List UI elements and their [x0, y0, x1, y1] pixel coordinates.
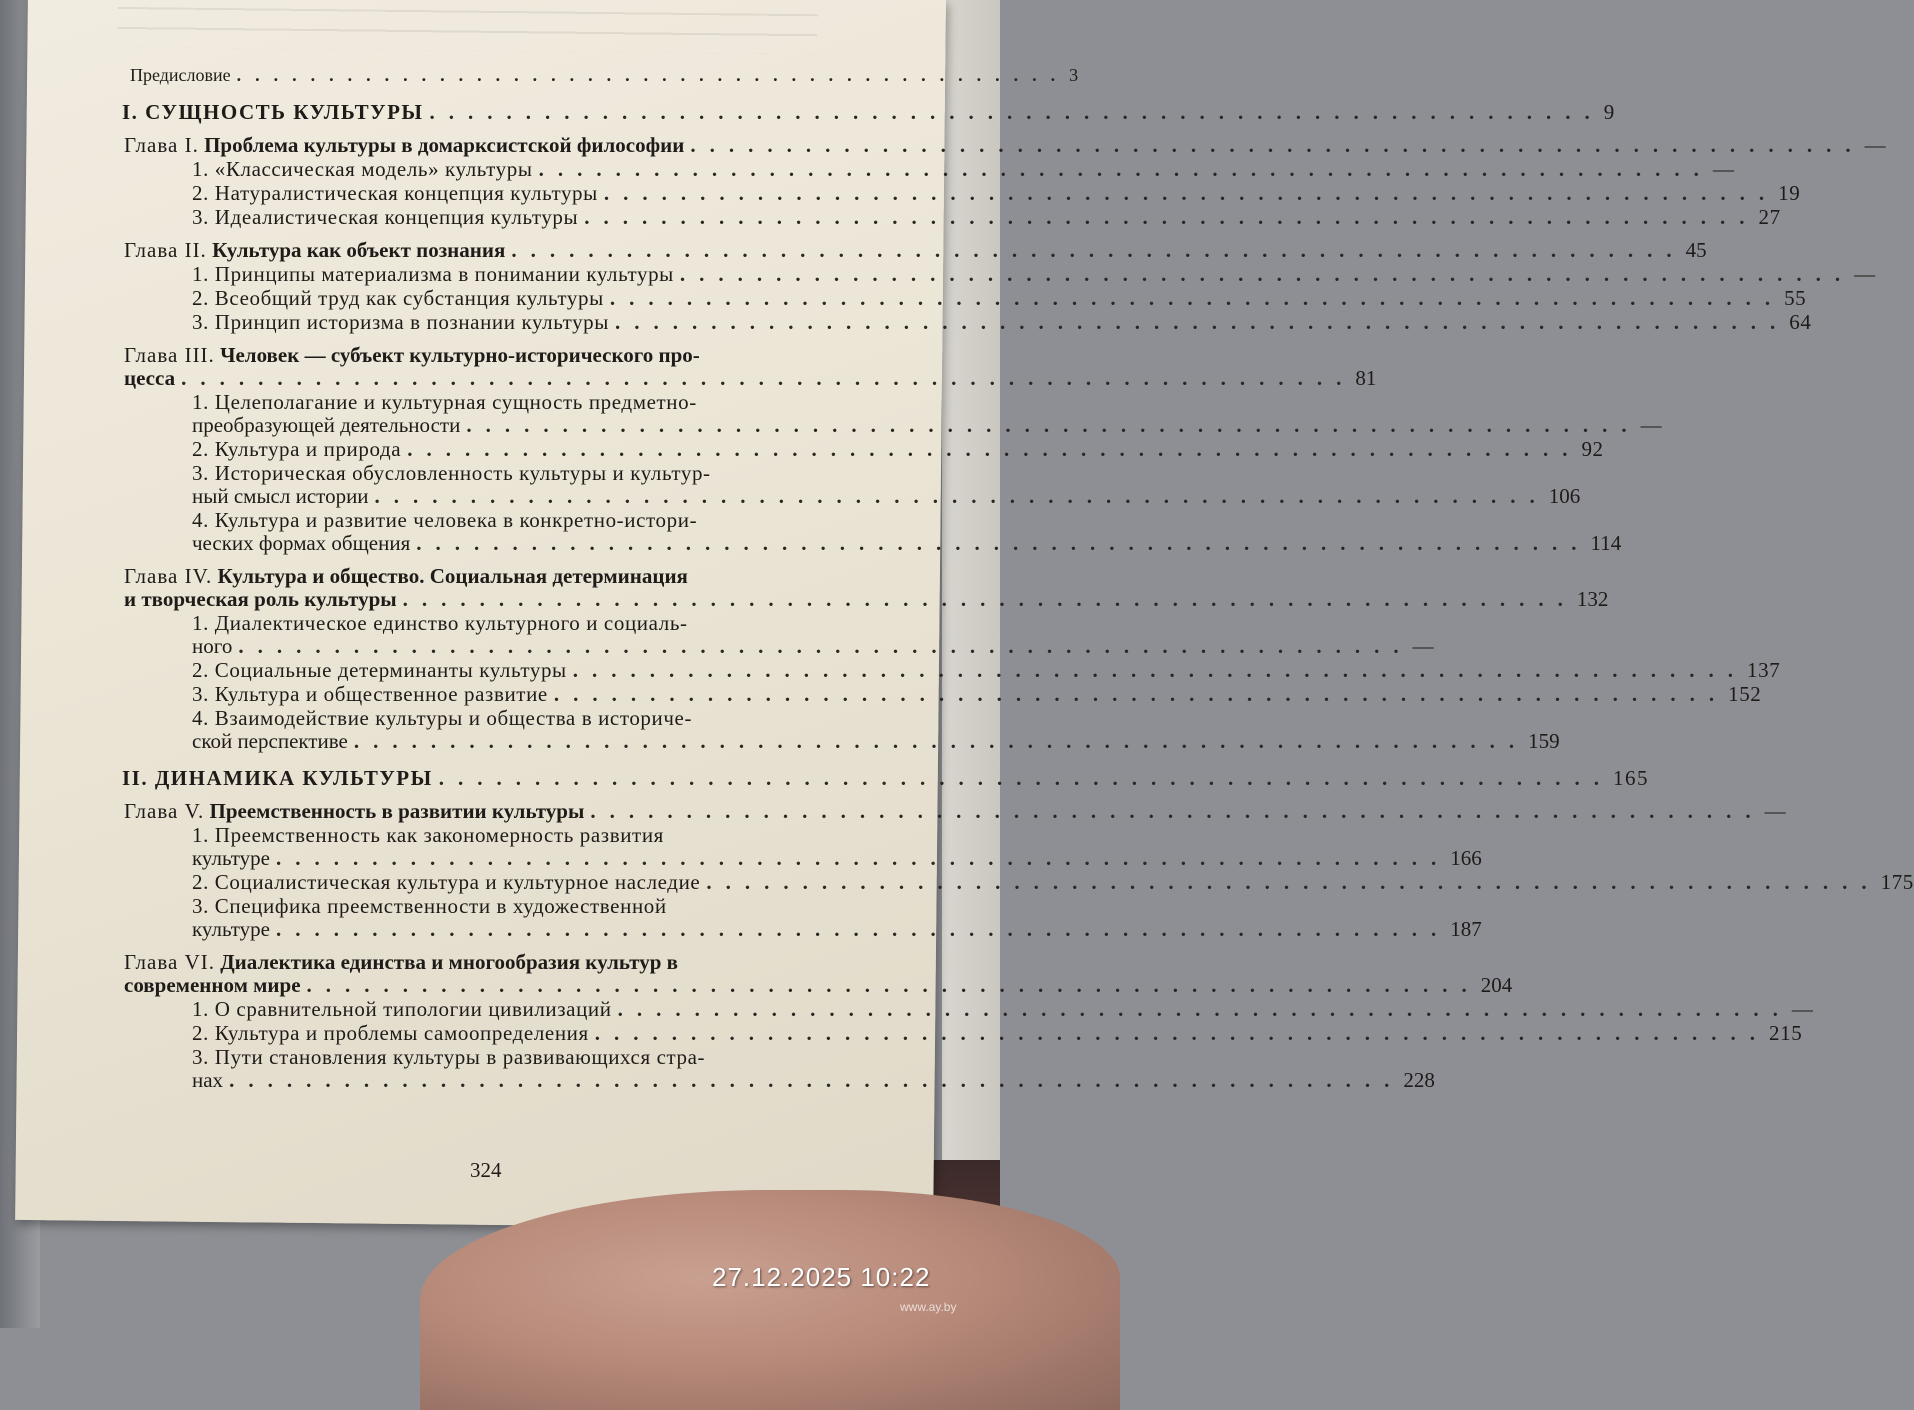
section-entry: [192, 917, 1482, 941]
section-entry-text: культуре: [192, 846, 270, 870]
leader-dots: .............................................: [236, 65, 1070, 85]
chapter-title-cont: [124, 366, 1377, 390]
section-entry: [192, 181, 1801, 205]
chapter-title-cont-text: современном мире: [124, 973, 301, 997]
leader-dots: .............................................................: [538, 157, 1713, 181]
section-entry: [192, 682, 1762, 706]
part-heading: [122, 766, 1649, 790]
chapter-heading: [124, 799, 1786, 823]
section-entry: [192, 205, 1781, 229]
section-entry-page: 64: [1789, 310, 1812, 334]
section-entry-text: нах: [192, 1068, 224, 1092]
section-entry-text: 2. Социальные детерминанты культуры: [192, 658, 567, 682]
section-entry-text: 2. Всеобщий труд как субстанция культуры: [192, 286, 604, 310]
section-entry-text: 2. Натуралистическая концепция культуры: [192, 181, 598, 205]
chapter-heading-line: [124, 951, 890, 974]
leader-dots: .............................................................: [615, 310, 1790, 334]
section-entry-page: 166: [1450, 846, 1482, 870]
chapter-entry: [124, 343, 1377, 390]
section-entry-page: 215: [1769, 1021, 1803, 1045]
chapter-title: Проблема культуры в домарксистской философии: [204, 133, 685, 157]
chapter-page: —: [1864, 133, 1886, 157]
section-entry-page: —: [1854, 262, 1876, 286]
section-entry-text: ской перспективе: [192, 729, 348, 753]
section-entry-text: 2. Культура и природа: [192, 437, 402, 461]
chapter-title-cont: [124, 973, 1513, 997]
leader-dots: .............................................................: [306, 973, 1481, 997]
toc-preface: [130, 64, 1079, 87]
chapter-heading: [124, 238, 1707, 262]
photo-timestamp: 27.12.2025 10:22: [712, 1262, 931, 1292]
section-entry-page: 187: [1450, 917, 1482, 941]
section-entry-text: 1. Принципы материализма в понимании культуры: [192, 262, 674, 286]
leader-dots: .............................................................: [275, 846, 1451, 870]
leader-dots: .............................................................: [402, 587, 1577, 611]
section-entry: [192, 658, 1781, 682]
page-number: 324: [470, 1158, 502, 1182]
leader-dots: .............................................................: [572, 658, 1748, 682]
section-entry-page: 19: [1778, 181, 1801, 205]
section-entry-page: —: [1791, 997, 1814, 1021]
chapter-entry: [124, 950, 1513, 997]
section-entry-text: 3. Принцип историзма в познании культуры: [192, 310, 609, 334]
finger: [420, 1190, 1120, 1410]
chapter-heading-line: [124, 565, 890, 588]
section-entry: [192, 1068, 1435, 1092]
leader-dots: .............................................................: [429, 100, 1604, 124]
section-entry-page: 55: [1784, 286, 1807, 310]
chapter-entry: [124, 133, 1886, 157]
chapter-label: Глава V.: [124, 799, 205, 823]
chapter-entry: [124, 564, 1609, 611]
section-entry-page: 92: [1581, 437, 1604, 461]
section-entry-text: 3. Культура и общественное развитие: [192, 682, 548, 706]
section-entry: [192, 157, 1735, 181]
chapter-title-cont-page: 81: [1355, 366, 1377, 390]
chapter-title-cont: [124, 587, 1609, 611]
section-line: 4. Взаимодействие культуры и общества в историче-: [192, 706, 693, 730]
section-entry: [192, 870, 1914, 894]
leader-dots: .............................................................: [275, 917, 1451, 941]
leader-dots: .............................................................: [590, 799, 1765, 823]
part-heading-page: 165: [1612, 766, 1649, 790]
leader-dots: .............................................................: [407, 437, 1582, 461]
leader-dots: .............................................................: [706, 870, 1881, 894]
chapter-heading: [124, 133, 1886, 157]
part-heading: [122, 100, 1616, 124]
watermark: www.ay.by: [900, 1300, 957, 1314]
section-entry: [192, 413, 1662, 437]
chapter-title-cont-page: 204: [1480, 973, 1513, 997]
chapter-label: Глава IV.: [124, 564, 213, 588]
chapter-heading-text: [124, 239, 505, 262]
section-entry-page: —: [1412, 634, 1434, 658]
section-entry: [192, 286, 1807, 310]
leader-dots: .............................................................: [511, 238, 1686, 262]
section-entry: [192, 1021, 1803, 1045]
chapter-page: 45: [1685, 238, 1707, 262]
section-line: 3. Специфика преемственности в художественной: [192, 894, 667, 918]
section-entry-page: 228: [1403, 1068, 1435, 1092]
chapter-title: Диалектика единства и многообразия культур в: [220, 950, 678, 974]
section-line: 3. Пути становления культуры в развивающихся стра-: [192, 1045, 706, 1069]
section-entry-page: 106: [1548, 484, 1581, 508]
chapter-entry: [124, 238, 1707, 262]
section-entry-text: 1. «Классическая модель» культуры: [192, 157, 533, 181]
chapter-title: Преемственность в развитии культуры: [209, 799, 585, 823]
leader-dots: .............................................................: [238, 634, 1413, 658]
section-entry: [192, 634, 1434, 658]
section-entry-page: 175: [1880, 870, 1914, 894]
chapter-title: Человек — субъект культурно-исторического про-: [220, 343, 700, 367]
leader-dots: .............................................................: [553, 682, 1729, 706]
table-of-contents: [100, 56, 1914, 1092]
chapter-title-cont-text: цесса: [124, 366, 176, 390]
section-entry-text: 2. Социалистическая культура и культурное наследие: [192, 870, 701, 894]
section-entry: [192, 437, 1604, 461]
section-entry-text: культуре: [192, 917, 270, 941]
part-heading-text: I. СУЩНОСТЬ КУЛЬТУРЫ: [122, 100, 424, 124]
section-entry: [192, 997, 1814, 1021]
section-line: 1. Преемственность как закономерность развития: [192, 823, 664, 847]
leader-dots: .............................................................: [584, 205, 1759, 229]
leader-dots: .............................................................: [229, 1068, 1404, 1092]
chapter-heading-line: [124, 344, 890, 367]
chapter-entry: [124, 799, 1786, 823]
leader-dots: .............................................................: [594, 1021, 1770, 1045]
part-heading-text: II. ДИНАМИКА КУЛЬТУРЫ: [122, 766, 433, 790]
section-entry-page: 27: [1758, 205, 1781, 229]
section-entry-text: ческих формах общения: [192, 531, 411, 555]
chapter-title-cont-text: и творческая роль культуры: [124, 587, 397, 611]
leader-dots: .............................................................: [617, 997, 1792, 1021]
preface-page: 3: [1069, 65, 1079, 85]
section-entry-text: 3. Идеалистическая концепция культуры: [192, 205, 579, 229]
section-entry-page: 152: [1728, 682, 1762, 706]
preface-title: Предисловие: [130, 65, 231, 85]
chapter-title: Культура как объект познания: [212, 238, 506, 262]
leader-dots: .............................................................: [690, 133, 1865, 157]
section-line: 1. Диалектическое единство культурного и социаль-: [192, 611, 688, 635]
chapter-label: Глава III.: [124, 343, 215, 367]
leader-dots: .............................................................: [438, 766, 1613, 790]
leader-dots: .............................................................: [609, 286, 1785, 310]
section-line: 3. Историческая обусловленность культуры и культур-: [192, 461, 711, 485]
section-entry-text: преобразующей деятельности: [192, 413, 461, 437]
section-entry-text: ного: [192, 634, 233, 658]
leader-dots: .............................................................: [181, 366, 1356, 390]
chapter-page: —: [1764, 799, 1786, 823]
chapter-title-cont-page: 132: [1576, 587, 1609, 611]
section-entry: [192, 262, 1876, 286]
chapter-label: Глава II.: [124, 238, 207, 262]
leader-dots: .............................................................: [353, 729, 1529, 753]
part-heading-page: 9: [1603, 100, 1616, 124]
section-entry-text: 2. Культура и проблемы самоопределения: [192, 1021, 589, 1045]
section-entry: [192, 310, 1812, 334]
show-through-text: [117, 7, 817, 54]
leader-dots: .............................................................: [466, 413, 1641, 437]
chapter-label: Глава I.: [124, 133, 199, 157]
section-entry-page: —: [1712, 157, 1735, 181]
section-entry: [192, 729, 1560, 753]
section-entry-page: 114: [1590, 531, 1622, 555]
section-entry: [192, 484, 1581, 508]
leader-dots: .............................................................: [603, 181, 1779, 205]
section-entry: [192, 846, 1482, 870]
section-entry: [192, 531, 1622, 555]
chapter-heading-text: [124, 800, 584, 823]
chapter-label: Глава VI.: [124, 950, 215, 974]
chapter-title: Культура и общество. Социальная детерминация: [217, 564, 688, 588]
leader-dots: .............................................................: [679, 262, 1855, 286]
section-entry-page: —: [1640, 413, 1662, 437]
leader-dots: .............................................................: [374, 484, 1549, 508]
section-line: 4. Культура и развитие человека в конкретно-истори-: [192, 508, 698, 532]
section-line: 1. Целеполагание и культурная сущность предметно-: [192, 390, 697, 414]
section-entry-page: 159: [1528, 729, 1560, 753]
chapter-heading-text: [124, 134, 684, 157]
section-entry-page: 137: [1747, 658, 1781, 682]
leader-dots: .............................................................: [416, 531, 1591, 555]
section-entry-text: ный смысл истории: [192, 484, 369, 508]
section-entry-text: 1. О сравнительной типологии цивилизаций: [192, 997, 612, 1021]
